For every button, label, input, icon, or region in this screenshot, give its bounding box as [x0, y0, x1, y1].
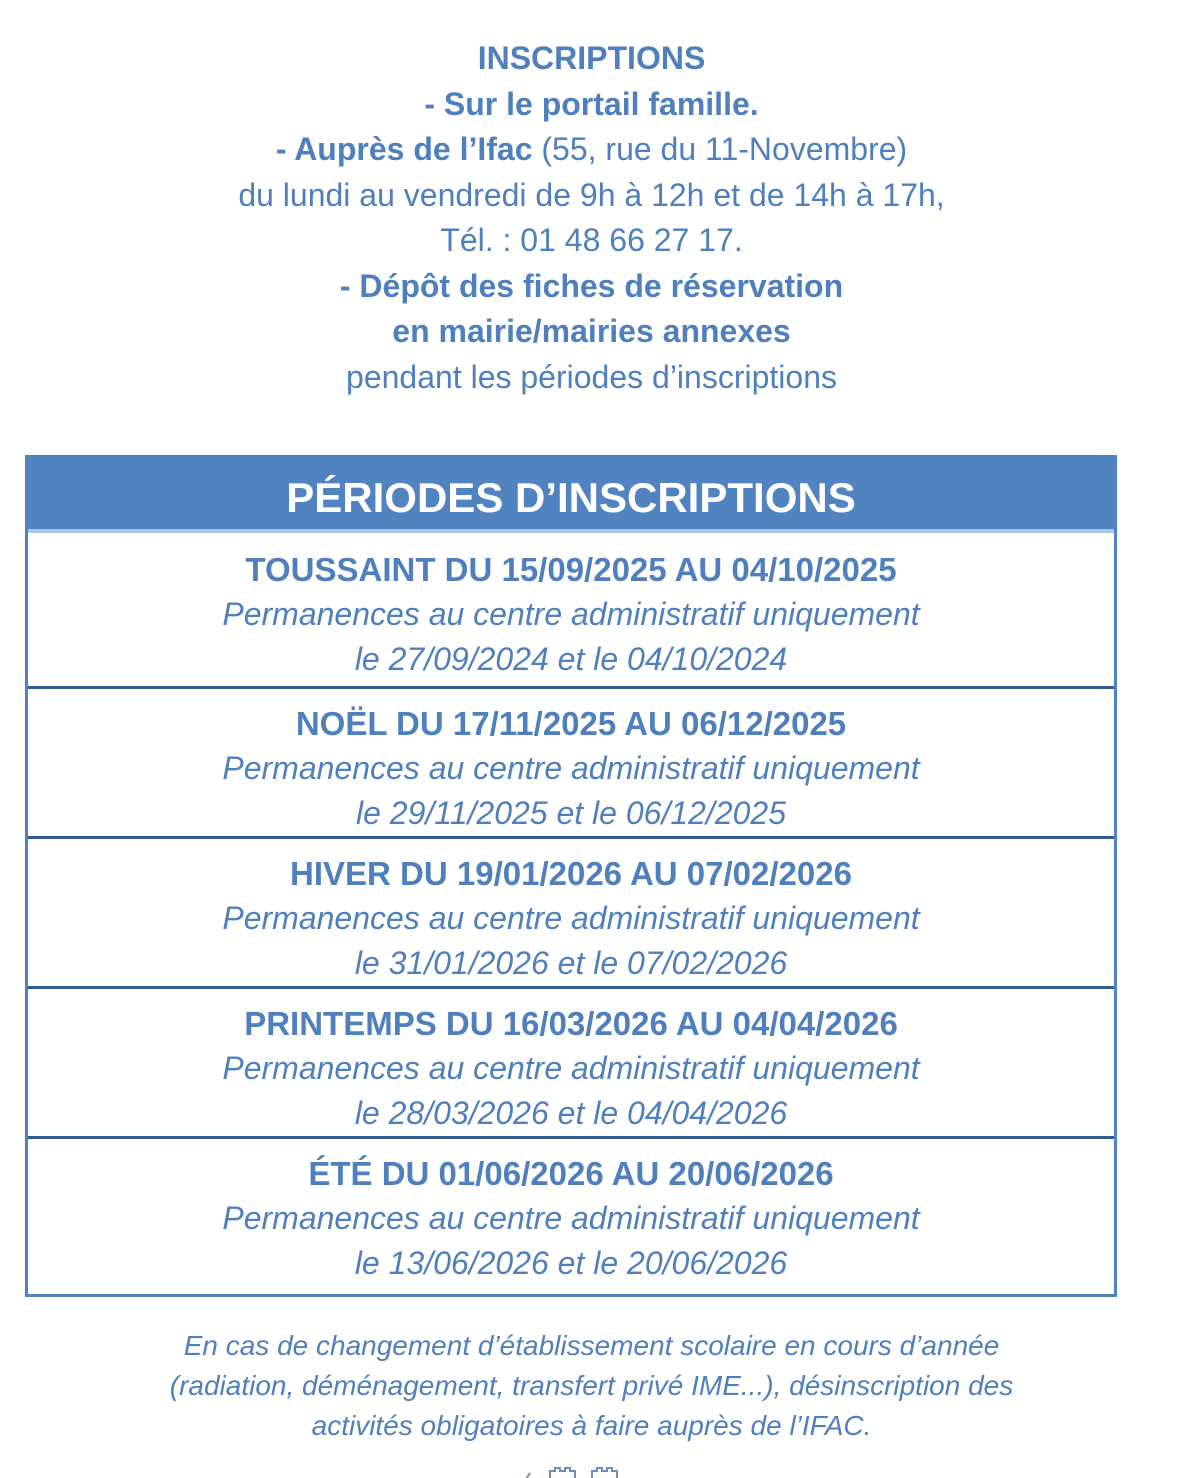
period-title: PRINTEMPS DU 16/03/2026 AU 04/04/2026 [244, 1005, 898, 1042]
inscriptions-section [0, 36, 1183, 400]
period-dates: le 29/11/2025 et le 06/12/2025 [356, 795, 786, 831]
city-crest-icon [522, 1466, 632, 1478]
ifac-label: - Auprès de l’Ifac [275, 131, 533, 167]
footnote-line-3: activités obligatoires à faire auprès de l’IFAC. [311, 1410, 872, 1441]
period-row-ete [28, 1136, 1114, 1286]
period-row-noel [28, 686, 1114, 836]
period-note: Permanences au centre administratif uniquement [222, 900, 920, 936]
period-row-printemps [28, 986, 1114, 1136]
period-note: Permanences au centre administratif uniquement [222, 1200, 920, 1236]
period-dates: le 28/03/2026 et le 04/04/2026 [354, 1095, 788, 1131]
period-dates: le 13/06/2026 et le 20/06/2026 [354, 1245, 788, 1281]
depot-line-2: en mairie/mairies annexes [392, 313, 791, 349]
period-title: TOUSSAINT DU 15/09/2025 AU 04/10/2025 [245, 551, 897, 588]
period-title: ÉTÉ DU 01/06/2026 AU 20/06/2026 [308, 1155, 834, 1192]
period-dates: le 27/09/2024 et le 04/10/2024 [354, 641, 788, 677]
periods-table [25, 455, 1117, 1297]
footnote-line-1: En cas de changement d’établissement scolaire en cours d’année [183, 1330, 1000, 1361]
period-row-toussaint [28, 533, 1114, 686]
opening-hours: du lundi au vendredi de 9h à 12h et de 14h à 17h, [238, 176, 945, 213]
period-note: Permanences au centre administratif uniquement [222, 596, 920, 632]
period-note: Permanences au centre administratif uniquement [222, 1050, 920, 1086]
inscriptions-heading: INSCRIPTIONS [477, 40, 706, 76]
depot-line-1: - Dépôt des fiches de réservation [339, 267, 844, 304]
period-title: HIVER DU 19/01/2026 AU 07/02/2026 [290, 855, 852, 892]
ifac-line [0, 127, 1183, 173]
period-note: Permanences au centre administratif uniquement [222, 750, 920, 786]
depot-line-3: pendant les périodes d’inscriptions [346, 358, 837, 395]
footnote [0, 1326, 1183, 1446]
period-dates: le 31/01/2026 et le 07/02/2026 [354, 945, 788, 981]
ifac-address: (55, rue du 11-Novembre) [532, 131, 908, 167]
footnote-line-2: (radiation, déménagement, transfert privé IME...), désinscription des [169, 1370, 1014, 1401]
period-row-hiver [28, 836, 1114, 986]
period-title: NOËL DU 17/11/2025 AU 06/12/2025 [295, 705, 847, 742]
periods-title: PÉRIODES D’INSCRIPTIONS [28, 458, 1114, 533]
portal-famille-line: - Sur le portail famille. [424, 85, 759, 122]
phone-number: Tél. : 01 48 66 27 17. [440, 222, 743, 258]
